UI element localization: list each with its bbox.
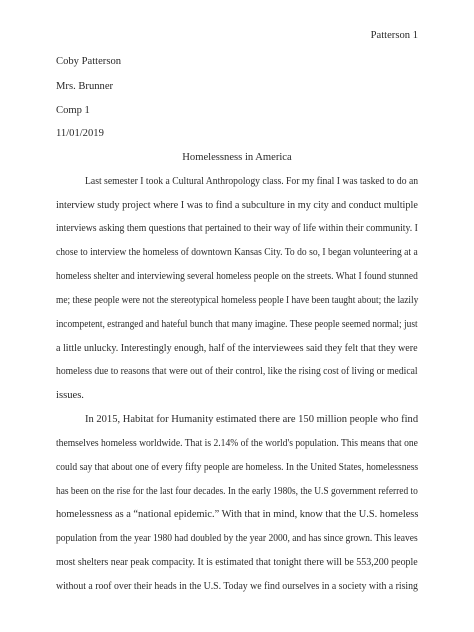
body-line: without a roof over their heads in the U.S. Today we find ourselves in a society with a rising: [56, 581, 418, 592]
body-line: has been on the rise for the last four decades. In the early 1980s, the U.S government referred to: [56, 486, 418, 497]
paper-date: 11/01/2019: [56, 128, 104, 139]
body-line: homeless shelter and interviewing several homeless people on the streets. What I found stunned: [56, 271, 418, 282]
instructor-name: Mrs. Brunner: [56, 81, 114, 92]
body-line: issues.: [56, 390, 84, 401]
body-line: a little unlucky. Interestingly enough, half of the interviewees said they felt that they were: [56, 343, 418, 354]
body-line: population from the year 1980 had doubled by the year 2000, and has since grown. This leaves: [56, 533, 418, 544]
body-line: homeless due to reasons that were out of their control, like the rising cost of living or medical: [56, 366, 418, 377]
body-line: could say that about one of every fifty people are homeless. In the United States, homelessness: [56, 462, 419, 473]
author-name: Coby Patterson: [56, 56, 122, 67]
body-line: most shelters near peak compacity. It is estimated that tonight there will be 553,200 people: [56, 557, 418, 568]
body-line: interview study project where I was to find a subculture in my city and conduct multiple: [56, 200, 418, 211]
body-line: me; these people were not the stereotypical homeless people I have been taught about; the lazily: [56, 295, 419, 306]
body-line: Last semester I took a Cultural Anthropology class. For my final I was tasked to do an: [85, 176, 419, 187]
body-line: interviews asking them questions that pertained to their way of life within their community. I: [56, 223, 418, 234]
paper-title: Homelessness in America: [182, 152, 292, 163]
body-line: homelessness as a “national epidemic.” With that in mind, know that the U.S. homeless: [56, 509, 419, 520]
body-line: In 2015, Habitat for Humanity estimated there are 150 million people who find: [85, 414, 419, 425]
body-line: chose to interview the homeless of downtown Kansas City. To do so, I began volunteering at a: [56, 247, 418, 258]
running-head: Patterson 1: [370, 30, 418, 41]
body-line: incompetent, estranged and hateful bunch that many imagine. These people seemed normal; just: [56, 319, 418, 330]
body-line: themselves homeless worldwide. That is 2.14% of the world's population. This means that one: [56, 438, 418, 449]
course-name: Comp 1: [56, 105, 90, 116]
